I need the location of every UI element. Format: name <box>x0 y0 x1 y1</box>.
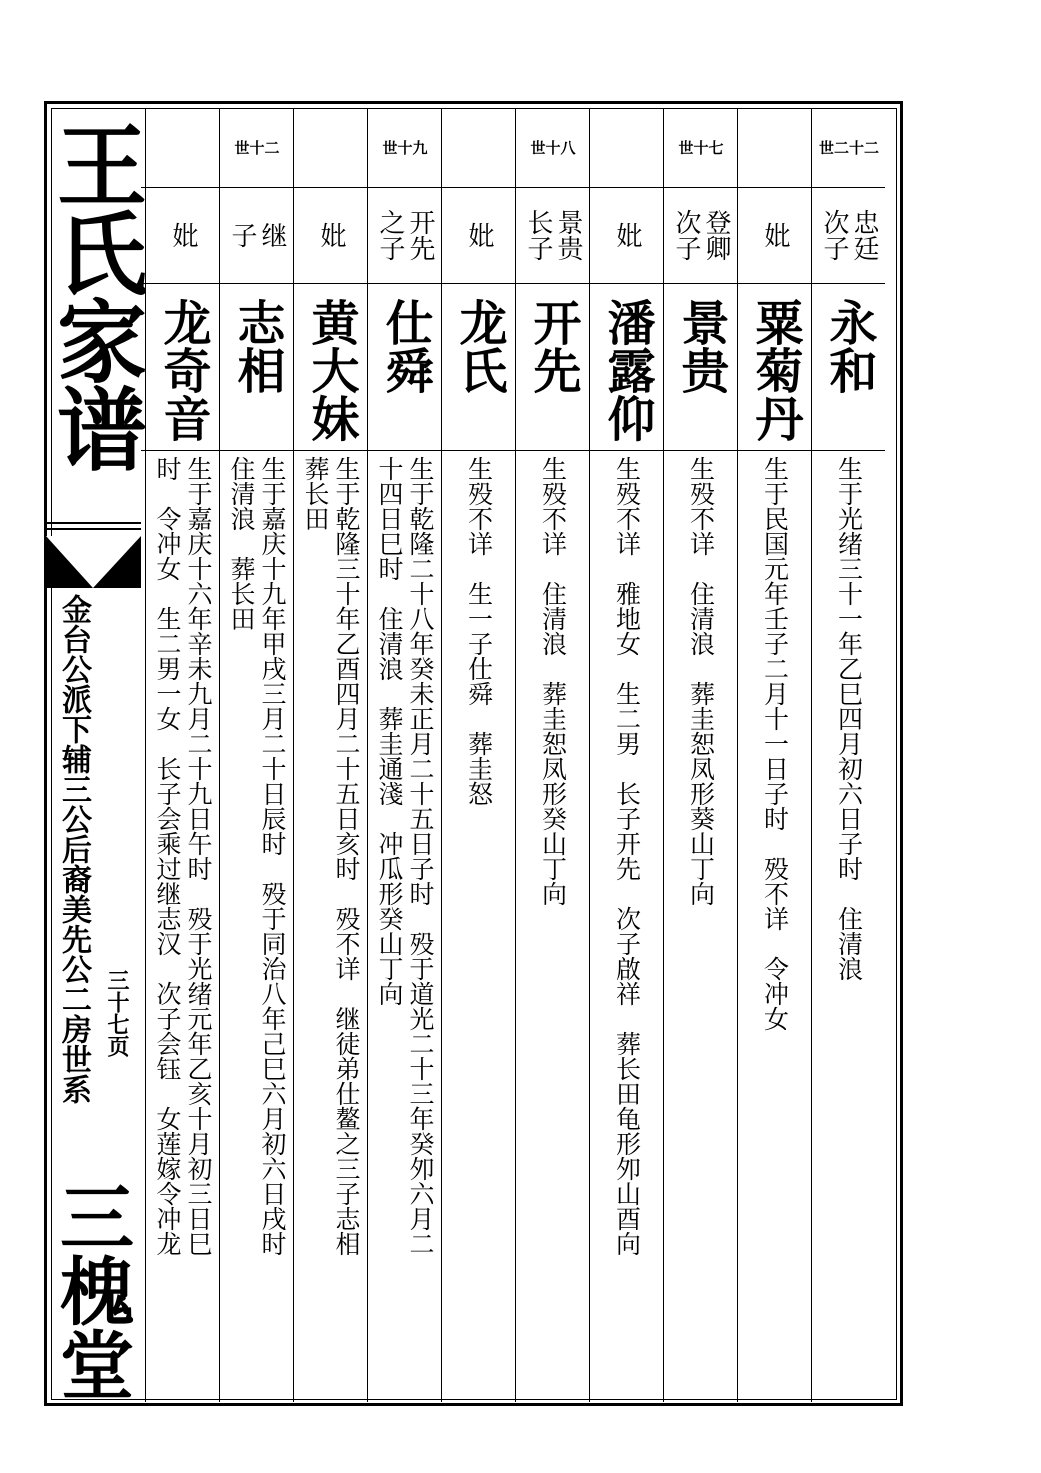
person-name: 景贵 <box>673 298 729 394</box>
name-cell <box>220 286 294 450</box>
bio-cell <box>664 456 738 1396</box>
biography: 生于嘉庆十六年辛未九月二十九日午时 殁于光绪元年乙亥十月初三日巳 时 令冲女 生二男一女 长子会乘过继志汉 次子会钰 女莲嫁令冲龙 <box>153 456 213 1256</box>
relation-cell <box>368 188 442 282</box>
entry-column <box>663 108 737 1402</box>
biography: 生于光绪三十一年乙巳四月初六日子时 住清浪 <box>834 456 864 981</box>
lineage-subtitle: 金台公派下辅三公后裔美先公二房世系 <box>56 594 91 1104</box>
hall-name: 三槐堂 <box>48 1179 134 1401</box>
person-name: 仕舜 <box>377 298 433 394</box>
relation-cell <box>590 188 664 282</box>
entry-column <box>293 108 367 1402</box>
bio-cell <box>146 456 220 1396</box>
relation-cell <box>812 188 886 282</box>
biography: 生于民国元年壬子二月十一日子时 殁不详 令冲女 <box>760 456 790 1031</box>
relation-label: 妣 <box>316 222 346 248</box>
generation-label <box>294 108 368 186</box>
bio-cell <box>442 456 516 1396</box>
bio-cell <box>220 456 294 1396</box>
person-name: 龙奇音 <box>155 298 211 442</box>
spine <box>41 104 147 1404</box>
relation-cell <box>442 188 516 282</box>
entry-column <box>589 108 663 1402</box>
person-name: 永和 <box>821 298 877 394</box>
name-cell <box>664 286 738 450</box>
generation-label: 世十八 <box>530 138 576 157</box>
bio-cell <box>516 456 590 1396</box>
relation-label: 开先 之子 <box>375 209 435 261</box>
bio-cell <box>294 456 368 1396</box>
relation-label: 忠廷 次子 <box>819 209 879 261</box>
person-name: 潘露仰 <box>599 298 655 442</box>
relation-label: 登卿 次子 <box>671 209 731 261</box>
biography: 生殁不详 生一子仕舜 葬圭怒 <box>464 456 494 806</box>
divider <box>46 528 141 530</box>
name-cell <box>442 286 516 450</box>
relation-cell <box>516 188 590 282</box>
spine-notch <box>46 536 141 588</box>
biography: 生于乾隆三十年乙酉四月二十五日亥时 殁不详 继徒弟仕鳌之三子志相 葬长田 <box>301 456 361 1256</box>
relation-cell <box>146 188 220 282</box>
biography: 生殁不详 雅地女 生二男 长子开先 次子啟祥 葬长田龟形夘山酉向 <box>612 456 642 1256</box>
biography: 生于乾隆二十八年癸未正月二十五日子时 殁于道光二十三年癸夘六月二 十四日巳时 住清浪 葬圭通淺 冲瓜形癸山丁向 <box>375 456 435 1256</box>
name-cell <box>590 286 664 450</box>
relation-label: 妣 <box>612 222 642 248</box>
bio-cell <box>738 456 812 1396</box>
relation-cell <box>220 188 294 282</box>
entry-column <box>145 108 219 1402</box>
generation-label: 世十二 <box>234 138 280 157</box>
entry-column <box>737 108 811 1402</box>
relation-cell <box>664 188 738 282</box>
name-cell <box>812 286 886 450</box>
name-cell <box>738 286 812 450</box>
entry-column <box>811 108 885 1402</box>
bio-cell <box>590 456 664 1396</box>
bio-cell <box>368 456 442 1396</box>
biography: 生殁不详 住清浪 葬圭恕凤形癸山丁向 <box>538 456 568 906</box>
entry-column <box>219 108 293 1402</box>
generation-label <box>590 108 664 186</box>
biography: 生于嘉庆十九年甲戌三月二十日辰时 殁于同治八年己巳六月初六日戌时 住清浪 葬长田 <box>227 456 287 1256</box>
generation-label <box>738 108 812 186</box>
generation-label <box>442 108 516 186</box>
entry-column <box>441 108 515 1402</box>
person-name: 粟菊丹 <box>747 298 803 442</box>
relation-label: 妣 <box>760 222 790 248</box>
page-number: 三十七页 <box>104 969 130 1057</box>
relation-label: 妣 <box>464 222 494 248</box>
generation-label: 世十九 <box>382 138 428 157</box>
entry-column <box>515 108 589 1402</box>
entry-column <box>367 108 441 1402</box>
name-cell <box>146 286 220 450</box>
person-name: 开先 <box>525 298 581 394</box>
generation-label: 世二十二 <box>818 138 879 157</box>
relation-cell <box>738 188 812 282</box>
person-name: 志相 <box>229 298 285 394</box>
relation-label: 妣 <box>168 222 198 248</box>
bio-cell <box>812 456 886 1396</box>
divider <box>46 522 141 524</box>
relation-label: 景贵 长子 <box>523 209 583 261</box>
biography: 生殁不详 住清浪 葬圭恕凤形葵山丁向 <box>686 456 716 906</box>
book-title: 王氏家谱 <box>41 119 147 471</box>
generation-label: 世十七 <box>678 138 724 157</box>
genealogy-table <box>141 108 885 1402</box>
name-cell <box>294 286 368 450</box>
person-name: 龙氏 <box>451 298 507 394</box>
relation-label: 继 子 <box>227 222 287 248</box>
generation-label <box>146 108 220 186</box>
relation-cell <box>294 188 368 282</box>
person-name: 黄大妹 <box>303 298 359 442</box>
name-cell <box>368 286 442 450</box>
name-cell <box>516 286 590 450</box>
